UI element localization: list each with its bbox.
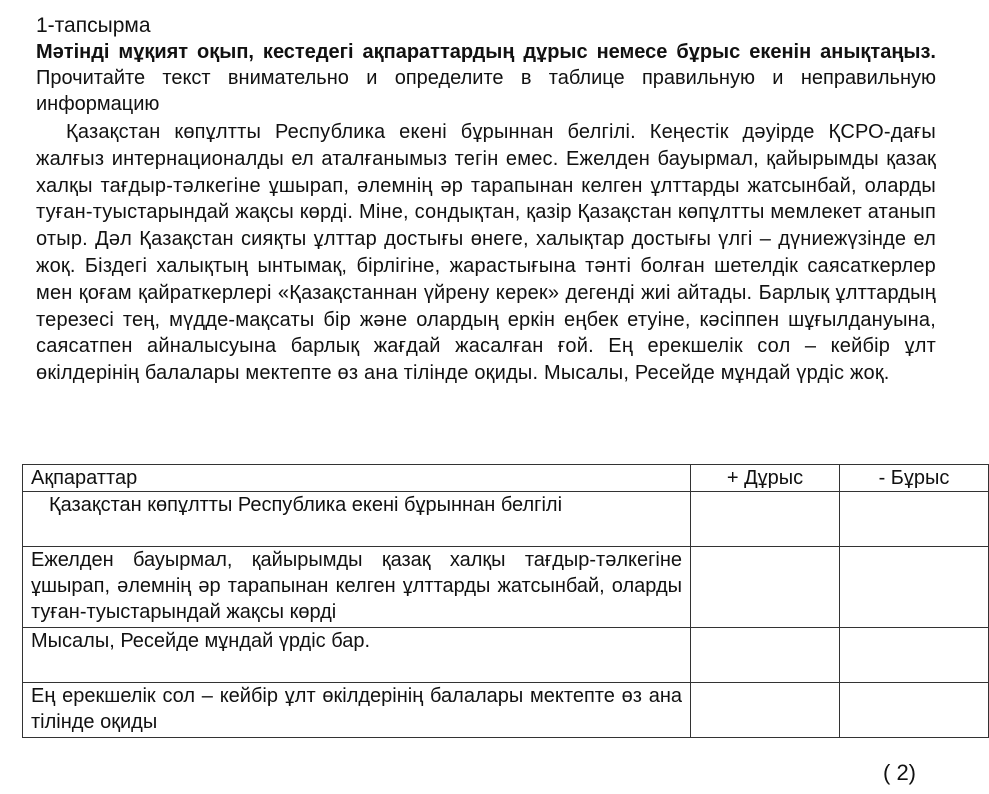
header-wrong: - Бұрыс <box>840 465 989 492</box>
wrong-answer-cell[interactable] <box>840 547 989 628</box>
table-row <box>23 547 989 628</box>
task-block <box>36 12 936 387</box>
statement-cell: Қазақстан көпұлтты Республика екені бұрыннан белгілі <box>23 492 691 547</box>
task-title: 1-тапсырма <box>36 14 151 37</box>
instruction-russian: Прочитайте текст внимательно и определите в таблице правильную и неправильную информацию <box>36 67 936 115</box>
header-info: Ақпараттар <box>23 465 691 492</box>
correct-answer-cell[interactable] <box>691 492 840 547</box>
wrong-answer-cell[interactable] <box>840 492 989 547</box>
true-false-table <box>22 464 989 738</box>
correct-answer-cell[interactable] <box>691 683 840 738</box>
reading-passage: Қазақстан көпұлтты Республика екені бұрыннан белгілі. Кеңестік дәуірде ҚСРО-дағы жалғыз интернационалды ел аталғанымыз тегін емес. Ежелден бауырмал, қайырымды қазақ халқы тағдыр-тәлкегіне ұшырап, әлемнің әр тарапынан келген ұлттарды жатсынбай, оларды туған-туыстарындай жақсы көрді. Міне, сондықтан, қазір Қазақстан көпұлтты мемлекет атанып отыр. Дәл Қазақстан сияқты ұлттар достығы өнеге, халықтар достығы үлгі – дүниежүзінде ел жоқ. Біздегі халықтың ынтымақ, бірлігіне, жарастығына тәнті болған шетелдік саясаткерлер мен қоғам қайраткерлері «Қазақстаннан үйрену керек» дегенді жиі айтады. Барлық ұлттардың терезесі тең, мүдде-мақсаты бір және олардың еркін еңбек етуіне, кәсіппен шұғылдануына, саясатпен айналысуына барлық жағдай жасалған ғой. Ең ерекшелік сол – кейбір ұлт өкілдерінің балалары мектепте өз ана тілінде оқиды. Мысалы, Ресейде мұндай үрдіс жоқ. <box>36 121 936 385</box>
correct-answer-cell[interactable] <box>691 547 840 628</box>
wrong-answer-cell[interactable] <box>840 683 989 738</box>
table-header-row <box>23 465 989 492</box>
table-row <box>23 683 989 738</box>
header-correct: + Дұрыс <box>691 465 840 492</box>
statement-cell: Ежелден бауырмал, қайырымды қазақ халқы тағдыр-тәлкегіне ұшырап, әлемнің әр тарапынан келген ұлттарды жатсынбай, оларды туған-туыстарындай жақсы көрді <box>23 547 691 628</box>
instruction-kazakh: Мәтінді мұқият оқып, кестедегі ақпараттардың дұрыс немесе бұрыс екенін анықтаңыз. <box>36 41 936 63</box>
score-points: ( 2) <box>883 760 916 785</box>
correct-answer-cell[interactable] <box>691 628 840 683</box>
task-instruction <box>36 39 936 117</box>
statement-cell: Мысалы, Ресейде мұндай үрдіс бар. <box>23 628 691 683</box>
statement-cell: Ең ерекшелік сол – кейбір ұлт өкілдерінің балалары мектепте өз ана тілінде оқиды <box>23 683 691 738</box>
table-row <box>23 628 989 683</box>
wrong-answer-cell[interactable] <box>840 628 989 683</box>
table-row <box>23 492 989 547</box>
